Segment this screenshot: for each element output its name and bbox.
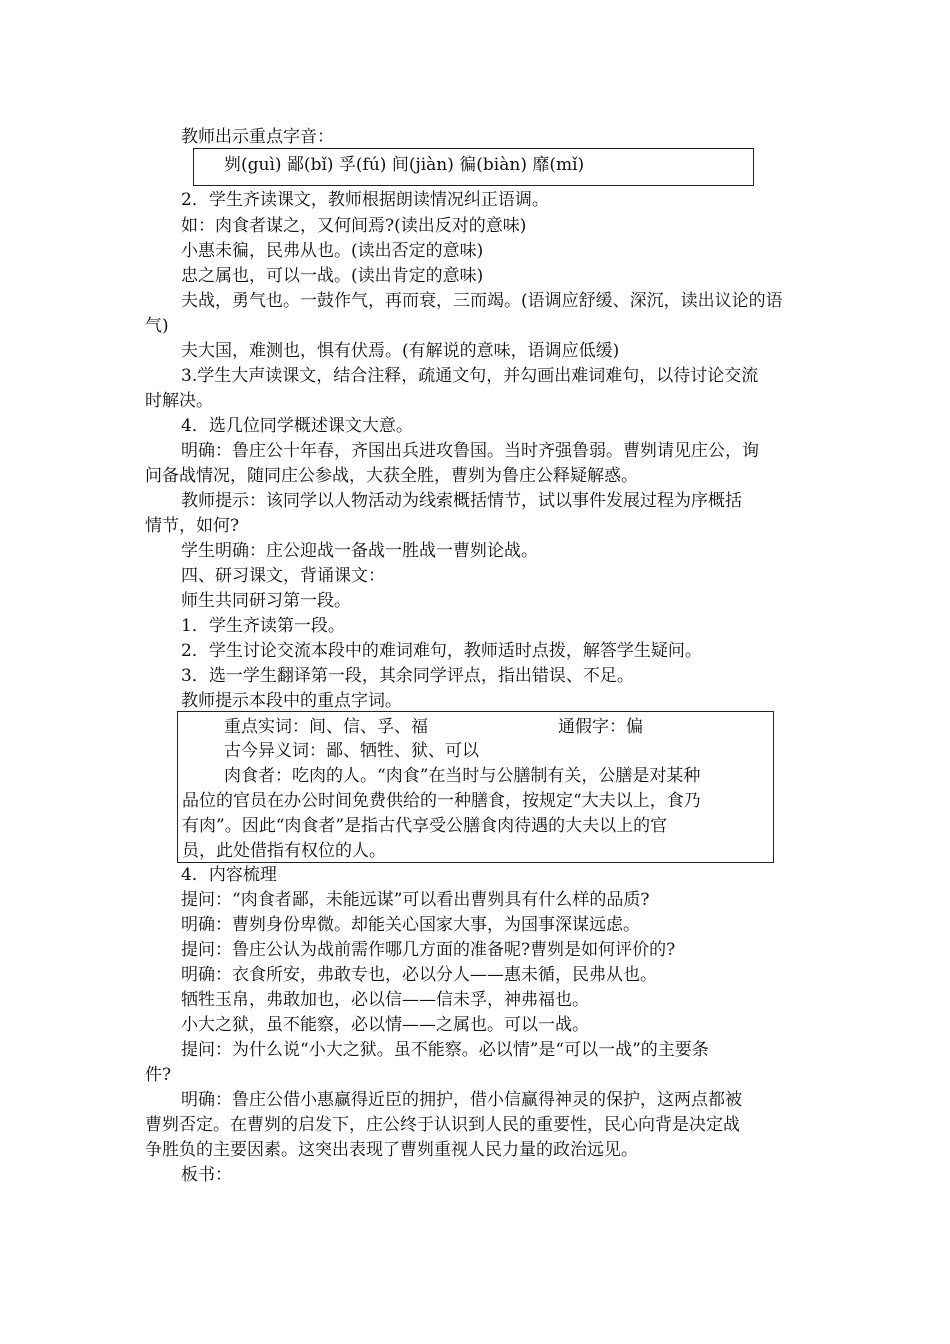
text-line: 小惠未徧，民弗从也。(读出否定的意味)	[181, 241, 484, 261]
box-text-line: 员，此处借指有权位的人。	[182, 841, 386, 861]
text-line: 2．学生齐读课文，教师根据朗读情况纠正语调。	[181, 190, 549, 210]
text-line: 明确：曹刿身份卑微。却能关心国家大事，为国事深谋远虑。	[181, 915, 640, 935]
interchangeable-words: 通假字：偏	[558, 717, 643, 737]
text-line: 1．学生齐读第一段。	[181, 616, 345, 636]
text-line: 提问：鲁庄公认为战前需作哪几方面的准备呢?曹刿是如何评价的?	[181, 940, 676, 960]
text-line: 情节，如何?	[145, 516, 240, 536]
text-line: 明确：鲁庄公借小惠赢得近臣的拥护，借小信赢得神灵的保护，这两点都被	[181, 1090, 742, 1110]
text-line: 如：肉食者谋之，又何间焉?(读出反对的意味)	[181, 216, 527, 236]
ancient-modern-words: 古今异义词：鄙、牺牲、狱、可以	[224, 741, 479, 761]
text-line: 2．学生讨论交流本段中的难词难句，教师适时点拨，解答学生疑问。	[181, 641, 702, 661]
text-line: 夫战，勇气也。一鼓作气，再而衰，三而竭。(语调应舒缓、深沉，读出议论的语	[181, 291, 783, 311]
section-heading: 四、研习课文，背诵课文：	[181, 566, 385, 586]
pronunciation-list: 刿(guì) 鄙(bǐ) 孚(fú) 间(jiàn) 徧(biàn) 靡(mǐ)	[224, 155, 585, 175]
text-line: 曹刿否定。在曹刿的启发下，庄公终于认识到人民的重要性，民心向背是决定战	[145, 1115, 740, 1135]
text-line: 4．内容梳理	[181, 865, 277, 885]
text-line: 件?	[145, 1065, 172, 1085]
box-text-line: 品位的官员在办公时间免费供给的一种膳食，按规定“大夫以上，食乃	[182, 791, 701, 811]
key-notional-words: 重点实词：间、信、孚、福	[224, 717, 428, 737]
text-line: 夫大国，难测也，惧有伏焉。(有解说的意味，语调应低缓)	[181, 341, 620, 361]
text-line: 时解决。	[145, 391, 213, 411]
text-line: 明确：衣食所安，弗敢专也，必以分人——惠未循，民弗从也。	[181, 965, 657, 985]
text-line: 提问：为什么说“小大之狱。虽不能察。必以情”是“可以一战”的主要条	[181, 1040, 709, 1060]
text-line: 教师提示本段中的重点字词。	[181, 691, 402, 711]
text-line: 气)	[145, 316, 169, 336]
text-line: 师生共同研习第一段。	[181, 591, 351, 611]
text-line: 教师出示重点字音：	[181, 127, 334, 147]
text-line: 提问：“肉食者鄙，未能远谋”可以看出曹刿具有什么样的品质?	[181, 890, 650, 910]
text-line: 忠之属也，可以一战。(读出肯定的意味)	[181, 266, 484, 286]
text-line: 学生明确：庄公迎战一备战一胜战一曹刿论战。	[181, 541, 538, 561]
text-line: 3.学生大声读课文，结合注释，疏通文句，并勾画出难词难句，以待讨论交流	[181, 366, 759, 386]
text-line: 明确：鲁庄公十年春，齐国出兵进攻鲁国。当时齐强鲁弱。曹刿请见庄公，询	[181, 441, 759, 461]
text-line: 争胜负的主要因素。这突出表现了曹刿重视人民力量的政治远见。	[145, 1140, 638, 1160]
text-line: 教师提示：该同学以人物活动为线索概括情节，试以事件发展过程为序概括	[181, 491, 742, 511]
text-line: 牺牲玉帛，弗敢加也，必以信——信未孚，神弗福也。	[181, 990, 589, 1010]
text-line: 小大之狱，虽不能察，必以情——之属也。可以一战。	[181, 1015, 589, 1035]
box-text-line: 肉食者：吃肉的人。“肉食”在当时与公膳制有关，公膳是对某种	[224, 766, 701, 786]
text-line: 板书：	[181, 1165, 232, 1185]
text-line: 问备战情况，随同庄公参战，大获全胜，曹刿为鲁庄公释疑解惑。	[145, 466, 638, 486]
text-line: 4．选几位同学概述课文大意。	[181, 416, 413, 436]
text-line: 3．选一学生翻译第一段，其余同学评点，指出错误、不足。	[181, 666, 634, 686]
box-text-line: 有肉”。因此“肉食者”是指古代享受公膳食肉待遇的大夫以上的官	[182, 816, 668, 836]
